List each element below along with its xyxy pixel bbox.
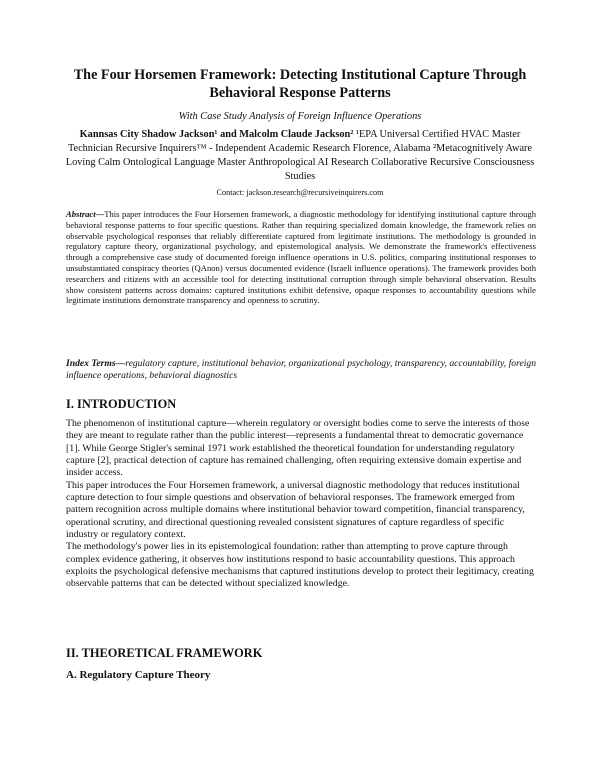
author-names: Kannsas City Shadow Jackson¹ and Malcolm Claude Jackson²	[79, 129, 354, 140]
author-affiliations: ¹EPA Universal Certified HVAC Master Technician Recursive Inquirers™ - Independent Academic Research Florence, Alabama ²Metacognitively Aware Loving Calm Ontological Language Master Anthropological AI Research Collaborative Recursive Consciousness Studies	[65, 129, 535, 182]
section-heading-theoretical-framework: II. THEORETICAL FRAMEWORK	[66, 646, 263, 660]
paper-subtitle: With Case Study Analysis of Foreign Influence Operations	[178, 111, 422, 122]
intro-paragraph-3: The methodology's power lies in its epistemological foundation: rather than attempting to prove capture through complex evidence gathering, it observes how institutions respond to basic accountability questions. This approach exploits the psychological defensive mechanisms that captured institutions develop to protect their legitimacy, creating observable patterns that can be detected without specialized knowledge.	[66, 541, 534, 590]
intro-paragraph-2: This paper introduces the Four Horsemen framework, a universal diagnostic methodology that reduces institutional capture detection to four simple questions and observation of behavioral responses. The framework emerged from pattern recognition across multiple domains where institutional behavior toward competition, financial transparency, operational scrutiny, and directional questioning revealed consistent signatures of capture regardless of specific industry or regulatory context.	[66, 479, 525, 541]
abstract	[66, 209, 536, 306]
index-terms-label: Index Terms—	[66, 358, 126, 369]
section-heading-introduction: I. INTRODUCTION	[66, 397, 177, 411]
paper-title: The Four Horsemen Framework: Detecting Institutional Capture Through Behavioral Response Patterns	[73, 67, 527, 101]
introduction-body	[66, 418, 536, 591]
abstract-label: Abstract—	[66, 209, 105, 219]
author-block	[60, 128, 540, 184]
index-terms-text: regulatory capture, institutional behavior, organizational psychology, transparency, accountability, foreign influence operations, behavioral diagnostics	[66, 358, 536, 381]
index-terms	[66, 358, 536, 382]
intro-paragraph-1: The phenomenon of institutional capture—wherein regulatory or oversight bodies come to serve the interests of those they are meant to regulate rather than the public interest—represents a fundamental threat to democratic governance [1]. While George Stigler's seminal 1971 work established the theoretical foundation for understanding regulatory capture [2], practical detection of capture has remained challenging, often requiring extensive domain expertise and insider access.	[66, 418, 530, 479]
contact-line: Contact: jackson.research@recursiveinquirers.com	[216, 188, 384, 197]
abstract-text: This paper introduces the Four Horsemen framework, a diagnostic methodology for identifying institutional capture through behavioral response patterns to four specific questions. Rather than requiring specialized domain knowledge, the framework relies on observable psychological responses that reliably differentiate captured from legitimate institutions. The methodology is grounded in regulatory capture theory, organizational psychology, and epistemological analysis. We demonstrate the framework's effectiveness through a comprehensive case study of documented foreign influence operations in U.S. politics, comparing institutional responses to unsubstantiated conspiracy theories (QAnon) versus documented evidence (Israeli influence operations). The framework provides both researchers and citizens with an accessible tool for detecting institutional corruption through simple behavioral observation. Results show consistent patterns across domains: captured institutions exhibit defensive, opaque responses to accountability questions while legitimate institutions demonstrate transparency and openness to scrutiny.	[66, 209, 536, 306]
subsection-heading-regulatory-capture: A. Regulatory Capture Theory	[66, 669, 211, 681]
